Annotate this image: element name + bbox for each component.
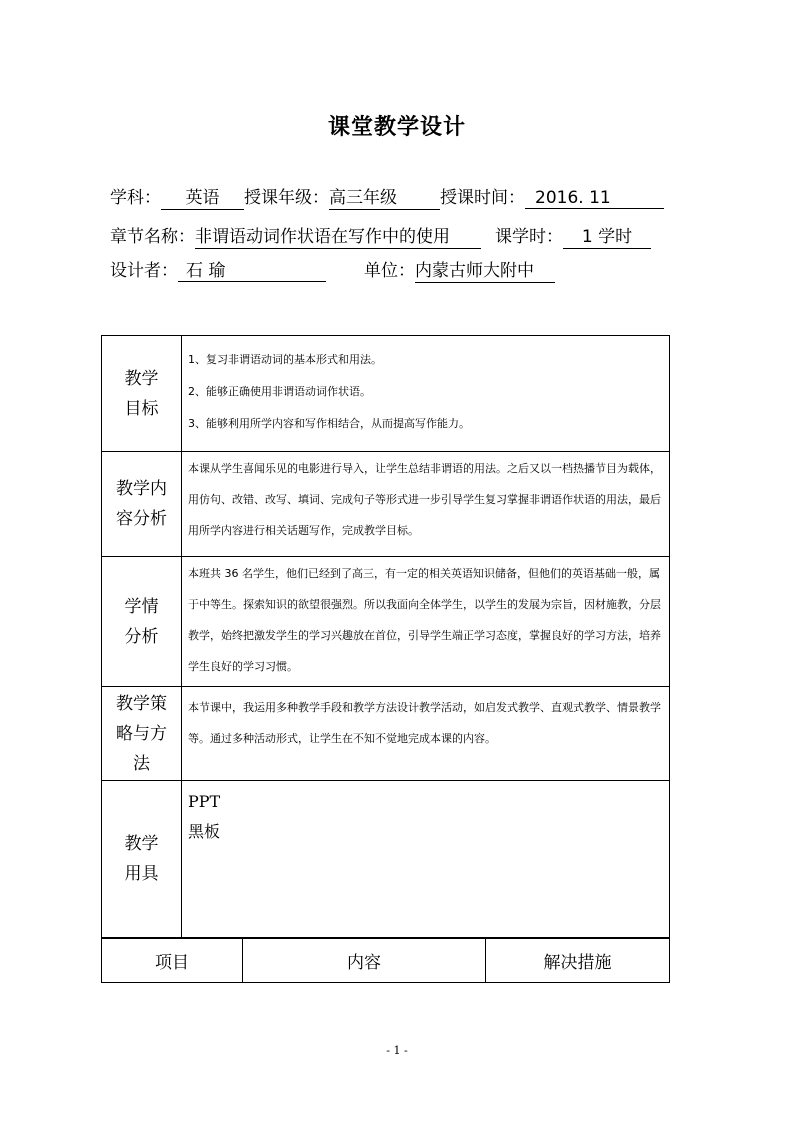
unit-value: 内蒙古师大附中 [415,261,555,283]
issues-header-row [102,939,670,983]
strategy-label: 教学策 略与方 法 [102,687,182,781]
meta-line-3 [110,256,555,283]
header-content: 内容 [243,939,486,983]
page-number: - 1 - [386,1044,408,1057]
goals-content [182,336,670,452]
designer-value: 石 瑜 [178,261,326,282]
header-solution: 解决措施 [486,939,670,983]
row-content-analysis [102,452,670,557]
subject-label: 学科： [110,188,161,208]
grade-value: 高三年级 [329,188,440,210]
time-value: 2016. 11 [525,188,664,209]
page-title: 课堂教学设计 [327,115,466,140]
list-item: 黑板 [188,822,221,841]
lesson-plan-table [101,335,670,938]
issues-table [101,938,670,983]
content-analysis-label: 教学内 容分析 [102,452,182,557]
hours-value: 1 学时 [563,227,651,249]
hours-label: 课学时： [495,227,563,247]
list-item: 3、能够利用所学内容和写作相结合，从而提高写作能力。 [188,417,470,430]
goals-label: 教学 目标 [102,336,182,452]
tools-content [182,781,670,938]
learner-analysis-label: 学情 分析 [102,557,182,687]
strategy-text: 本节课中，我运用多种教学手段和教学方法设计教学活动，如启发式教学、直观式教学、情景教学等。通过多种活动形式，让学生在不知不觉地完成本课的内容。 [182,687,670,781]
learner-analysis-text: 本班共 36 名学生，他们已经到了高三，有一定的相关英语知识储备，但他们的英语基础一般，属于中等生。探索知识的欲望很强烈。所以我面向全体学生，以学生的发展为宗旨，因材施教，分层教学，始终把激发学生的学习兴趣放在首位，引导学生端正学习态度，掌握良好的学习方法，培养学生良好的学习习惯。 [182,557,670,687]
meta-line-2 [110,222,651,249]
unit-label: 单位： [364,261,415,281]
tools-label: 教学 用具 [102,781,182,938]
time-label: 授课时间： [440,188,525,208]
list-item: PPT [188,792,221,811]
list-item: 2、能够正确使用非谓语动词作状语。 [188,385,371,398]
row-strategy [102,687,670,781]
meta-line-1 [110,183,664,210]
header-item: 项目 [102,939,243,983]
row-tools [102,781,670,938]
content-analysis-text: 本课从学生喜闻乐见的电影进行导入，让学生总结非谓语的用法。之后又以一档热播节目为载体，用仿句、改错、改写、填词、完成句子等形式进一步引导学生复习掌握非谓语作状语的用法，最后用所学内容进行相关话题写作，完成教学目标。 [182,452,670,557]
designer-label: 设计者： [110,261,178,281]
row-learner-analysis [102,557,670,687]
subject-value: 英语 [161,188,244,210]
chapter-label: 章节名称： [110,227,195,247]
row-goals [102,336,670,452]
chapter-value: 非谓语动词作状语在写作中的使用 [195,227,481,249]
grade-label: 授课年级： [244,188,329,208]
list-item: 1、复习非谓语动词的基本形式和用法。 [188,353,382,366]
